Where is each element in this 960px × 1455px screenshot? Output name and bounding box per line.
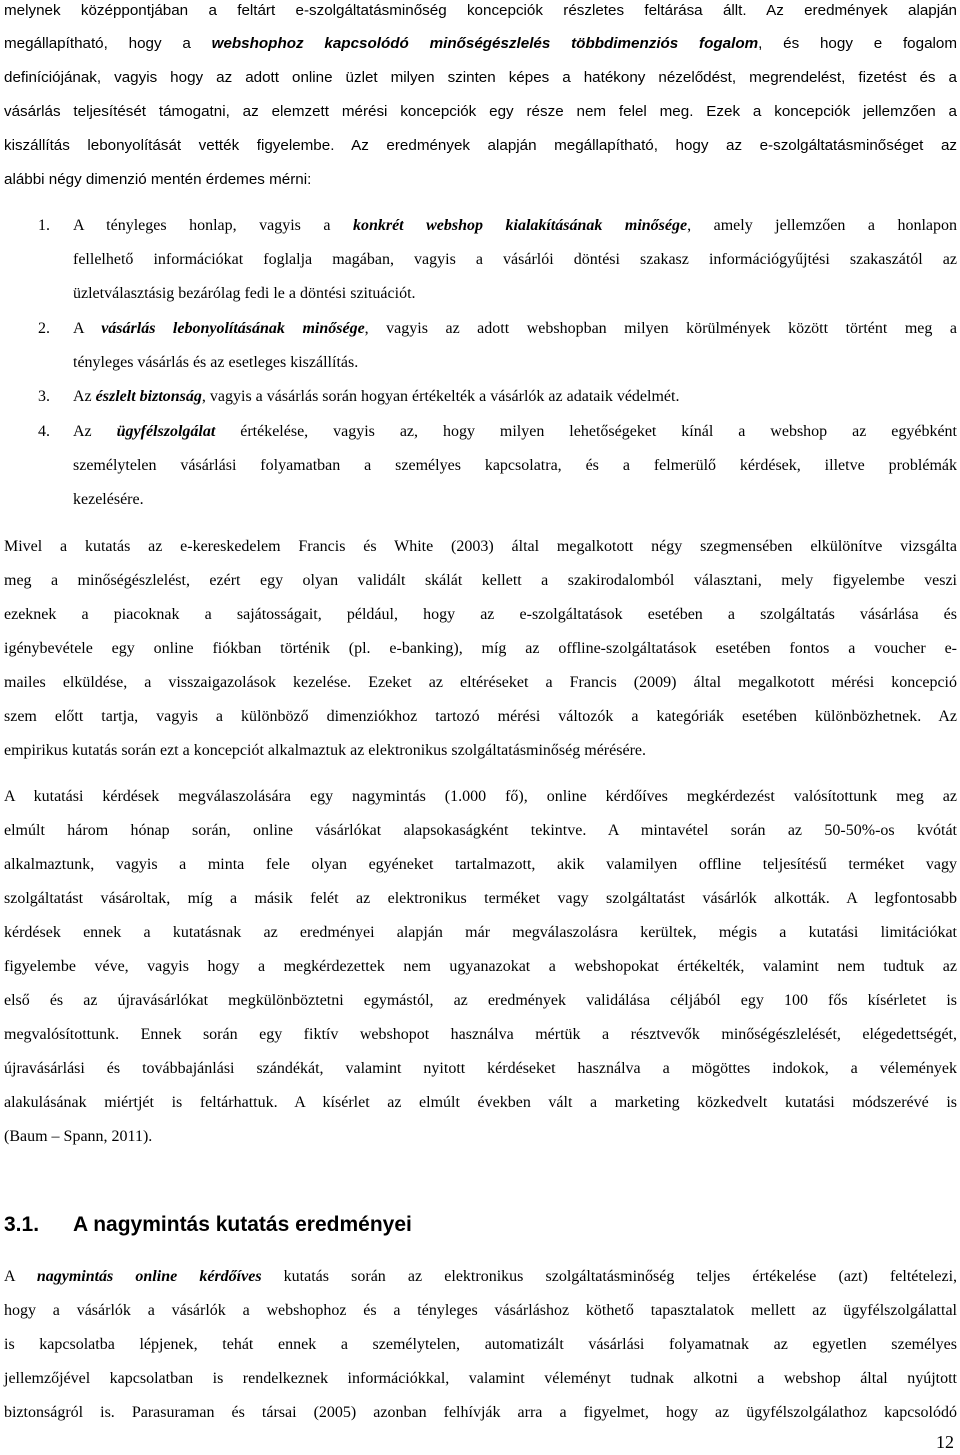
- text-segment: biztonságról is. Parasuraman és társai (2005) azonban felhívják arra a figyelmet, hogy az ügyfélszolgálathoz kapcsolódó: [4, 1404, 957, 1421]
- paragraph-line: [4, 1334, 957, 1356]
- text-segment: igénybevétele egy online fiókban történik (pl. e-banking), míg az offline-szolgáltatások esetében fontos a voucher e-: [4, 640, 957, 657]
- text-segment: ezeknek a piacoknak a sajátosságait, például, hogy az e-szolgáltatások esetében a szolgáltatás vásárlása és: [4, 606, 957, 623]
- paragraph-line: [4, 786, 957, 808]
- text-segment: kutatás során az elektronikus szolgáltatásminőség teljes értékelése (azt) feltételezi,: [261, 1268, 958, 1285]
- text-segment: figyelembe véve, vagyis hogy a megkérdezettek nem ugyanazokat a webshopokat értékelték, valamint nem tudtuk az: [4, 958, 957, 975]
- paragraph-line: [4, 101, 957, 123]
- list-item-number: 2.: [38, 320, 50, 337]
- paragraph-line: [4, 604, 957, 626]
- emphasis-text: vásárlás lebonyolításának minősége: [101, 320, 365, 337]
- section-heading: [4, 1212, 412, 1238]
- list-item-line: [73, 455, 957, 477]
- paragraph-line: [4, 33, 957, 55]
- text-segment: elmúlt három hónap során, online vásárlókat alapsokaságként tekintve. A mintavétel során az 50-50%-os kvótát: [4, 822, 957, 839]
- text-segment: kezelésére.: [73, 491, 144, 508]
- text-segment: fellelhető információkat foglalja magában, vagyis a vásárlói döntési szakasz információgyűjtési szakaszától az: [73, 251, 957, 268]
- paragraph-line: [4, 169, 957, 191]
- text-segment: újravásárlási és továbbajánlási szándékát, valamint nyitott kérdéseket használva a mögöttes indokok, a vélemények: [4, 1060, 957, 1077]
- text-segment: A: [73, 320, 102, 337]
- text-segment: megvalósítottunk. Ennek során egy fiktív webshopot használva mértük a résztvevők minőségészlelését, elégedettségét,: [4, 1026, 957, 1043]
- list-item-number: 4.: [38, 423, 50, 440]
- text-segment: kérdések ennek a kutatásnak az eredményei alapján már megválaszolásra kerültek, mégis a kutatási limitációkat: [4, 924, 957, 941]
- paragraph-line: [4, 854, 957, 876]
- list-item-line: [73, 215, 957, 237]
- text-segment: , és hogy e fogalom: [758, 35, 957, 52]
- text-segment: első és az újravásárlókat megkülönböztetni egymástól, az eredmények validálása céljából egy 100 fős kísérletet is: [4, 992, 957, 1009]
- list-item-number: 3.: [38, 388, 50, 405]
- paragraph-line: [4, 0, 957, 22]
- paragraph-line: [4, 536, 957, 558]
- emphasis-text: észlelt biztonság: [95, 388, 202, 405]
- paragraph-line: [4, 1368, 957, 1390]
- list-item-line: [73, 318, 957, 340]
- paragraph-line: [4, 820, 957, 842]
- text-segment: alakulásának miértjét is feltárhattuk. A kísérlet az elmúlt években vált a marketing közkedvelt kutatási módszerévé is: [4, 1094, 957, 1111]
- paragraph-line: [4, 956, 957, 978]
- text-segment: A: [4, 1268, 37, 1285]
- paragraph-line: [4, 135, 957, 157]
- paragraph-line: [4, 672, 957, 694]
- paragraph-line: [4, 1266, 957, 1288]
- text-segment: szem előtt tartja, vagyis a különböző dimenziókhoz tartozó mérési változók a kategóriák esetében különbözhetnek. Az: [4, 708, 957, 725]
- paragraph-line: [4, 1126, 957, 1148]
- text-segment: Az: [73, 388, 96, 405]
- text-segment: definíciójának, vagyis hogy az adott online üzlet milyen szinten képes a hatékony nézelődést, megrendelést, fizetést és a: [4, 69, 957, 86]
- emphasis-text: konkrét webshop kialakításának minősége: [352, 217, 688, 234]
- list-item-line: [73, 489, 957, 511]
- section-title: A nagymintás kutatás eredményei: [73, 1213, 412, 1236]
- text-segment: , vagyis a vásárlás során hogyan értékelték a vásárlók az adataik védelmét.: [201, 388, 680, 405]
- list-item-line: [73, 421, 957, 443]
- text-segment: értékelése, vagyis az, hogy milyen lehetőségeket kínál a webshop az egyébként: [215, 423, 958, 440]
- text-segment: A kutatási kérdések megválaszolására egy nagymintás (1.000 fő), online kérdőíves megkérdezést valósítottunk meg az: [4, 788, 957, 805]
- paragraph-line: [4, 570, 957, 592]
- text-segment: alkalmaztunk, vagyis a minta fele olyan egyéneket tartalmazott, akik valamilyen offline teljesítésű terméket vagy: [4, 856, 957, 873]
- text-segment: vásárlás teljesítését támogatni, az elemzett mérési koncepciók egy része nem felel meg. Ezek a koncepciók jellemzően a: [4, 103, 957, 120]
- paragraph-line: [4, 638, 957, 660]
- emphasis-text: ügyfélszolgálat: [116, 423, 216, 440]
- text-segment: melynek középpontjában a feltárt e-szolgáltatásminőség koncepciók részletes feltárása állt. Az eredmények alapján: [4, 2, 957, 19]
- paragraph-line: [4, 1058, 957, 1080]
- text-segment: (Baum – Spann, 2011).: [4, 1128, 153, 1145]
- paragraph-line: [4, 1092, 957, 1114]
- list-item-line: [73, 352, 957, 374]
- paragraph-line: [4, 740, 957, 762]
- text-segment: tényleges vásárlás és az esetleges kiszállítás.: [73, 354, 359, 371]
- list-item-line: [73, 283, 957, 305]
- paragraph-line: [4, 1300, 957, 1322]
- text-segment: üzletválasztásig bezárólag fedi le a döntési szituációt.: [73, 285, 416, 302]
- text-segment: meg a minőségészlelést, ezért egy olyan validált skálát kellett a szakirodalomból választani, mely figyelembe veszi: [4, 572, 957, 589]
- text-segment: személytelen vásárlási folyamatban a személyes kapcsolatra, és a felmerülő kérdések, illetve problémák: [73, 457, 957, 474]
- list-item-line: [73, 249, 957, 271]
- paragraph-line: [4, 990, 957, 1012]
- text-segment: szolgáltatást vásároltak, míg a másik felét az elektronikus terméket vagy szolgáltatást vásárlók alkották. A legfontosabb: [4, 890, 957, 907]
- list-item-number: 1.: [38, 217, 50, 234]
- paragraph-line: [4, 888, 957, 910]
- emphasis-text: webshophoz kapcsolódó minőségészlelés többdimenziós fogalom: [211, 35, 759, 52]
- text-segment: empirikus kutatás során ezt a koncepciót alkalmaztuk az elektronikus szolgáltatásminőség mérésére.: [4, 742, 646, 759]
- text-segment: Mivel a kutatás az e-kereskedelem Francis és White (2003) által megalkotott négy szegmensében elkülönítve vizsgálta: [4, 538, 957, 555]
- paragraph-line: [4, 67, 957, 89]
- text-segment: megállapítható, hogy a: [4, 35, 212, 52]
- text-segment: jellemzőjével kapcsolatban is rendelkeznek információkkal, valamint véleményt tudnak alkotni a webshop által nyújtott: [4, 1370, 957, 1387]
- text-segment: A tényleges honlap, vagyis a: [73, 217, 353, 234]
- text-segment: Az: [73, 423, 117, 440]
- section-number: 3.1.: [4, 1213, 40, 1236]
- paragraph-line: [4, 1402, 957, 1424]
- text-segment: alábbi négy dimenzió mentén érdemes mérni:: [4, 171, 312, 188]
- paragraph-line: [4, 1024, 957, 1046]
- list-item-line: [73, 386, 957, 408]
- text-segment: kiszállítás lebonyolítását vették figyelembe. Az eredmények alapján megállapítható, hogy az e-szolgáltatásminőséget az: [4, 137, 957, 154]
- text-segment: , amely jellemzően a honlapon: [687, 217, 957, 234]
- text-segment: hogy a vásárlók a vásárlók a webshophoz és a tényleges vásárláshoz köthető tapasztalatok mellett az ügyfélszolgálattal: [4, 1302, 957, 1319]
- text-segment: mailes elküldése, a visszaigazolások kezelése. Ezeket az eltéréseket a Francis (2009) által megalkotott mérési koncepció: [4, 674, 957, 691]
- paragraph-line: [4, 706, 957, 728]
- emphasis-text: nagymintás online kérdőíves: [36, 1268, 262, 1285]
- page-number: 12: [936, 1432, 954, 1452]
- text-segment: is kapcsolatba lépjenek, tehát ennek a személytelen, automatizált vásárlási folyamatnak az egyetlen személyes: [4, 1336, 957, 1353]
- text-segment: , vagyis az adott webshopban milyen körülmények között történt meg a: [364, 320, 958, 337]
- paragraph-line: [4, 922, 957, 944]
